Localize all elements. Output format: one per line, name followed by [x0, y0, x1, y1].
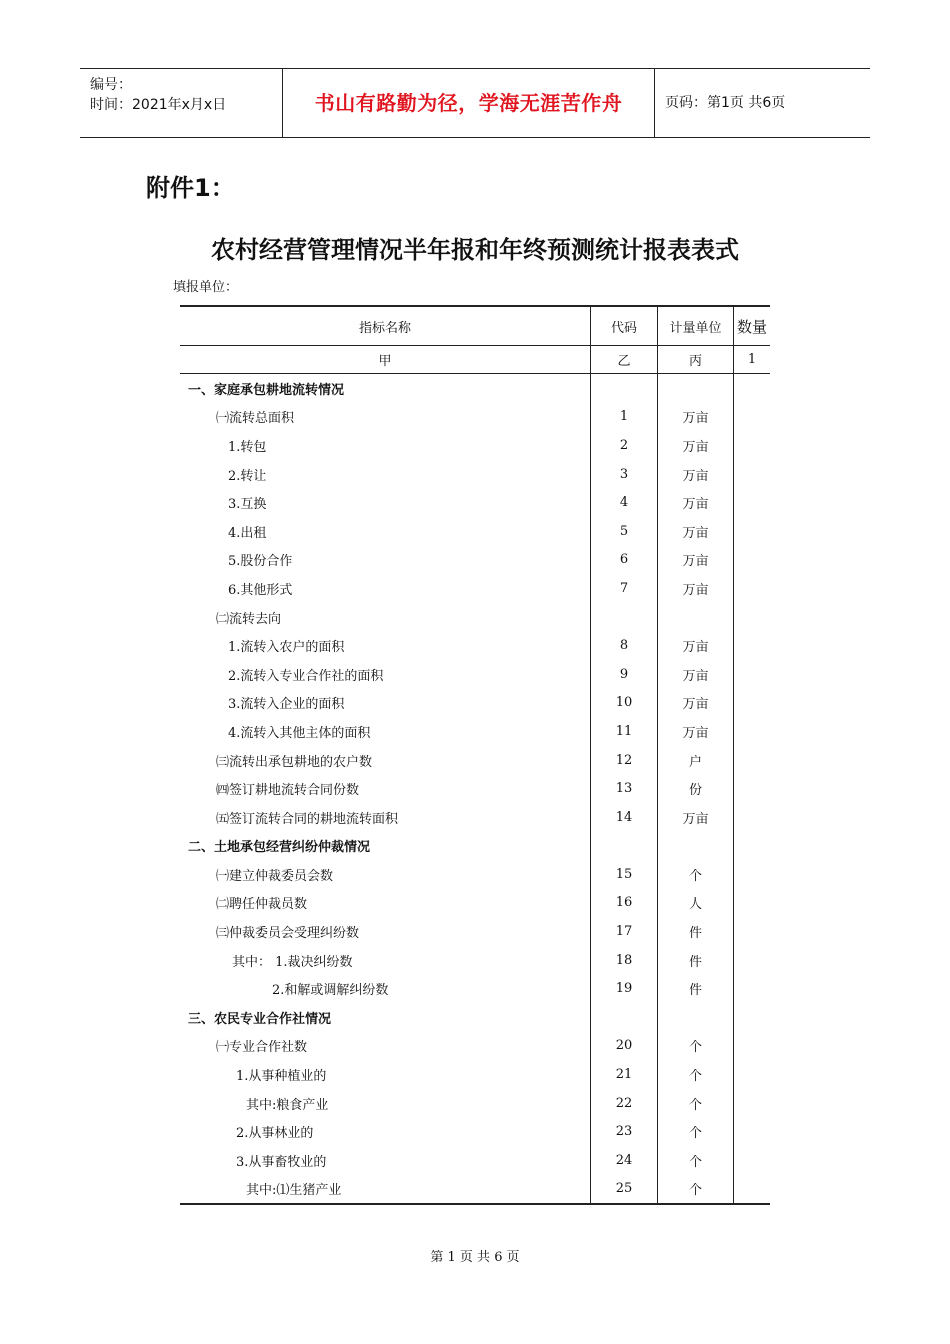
indicator-unit: 个: [658, 1060, 734, 1089]
quantity-cell[interactable]: [734, 517, 771, 546]
indicator-name: ㈡流转去向: [216, 611, 282, 627]
table-row: [180, 460, 770, 489]
indicator-unit: 万亩: [658, 689, 734, 718]
quantity-cell[interactable]: [734, 803, 771, 832]
table-subheader-row: [180, 346, 770, 374]
indicator-name: 三、农民专业合作社情况: [188, 1011, 332, 1027]
indicator-unit: [658, 832, 734, 861]
time-label: 时间：2021年x月x日: [90, 97, 227, 113]
table-row: [180, 517, 770, 546]
indicator-name: 4.出租: [228, 525, 267, 541]
table-body: [180, 374, 770, 1205]
subheader-unit: 丙: [658, 346, 734, 374]
indicator-code: 16: [591, 889, 658, 918]
quantity-cell[interactable]: [734, 917, 771, 946]
table-row: [180, 574, 770, 603]
table-row: [180, 889, 770, 918]
quantity-cell[interactable]: [734, 546, 771, 575]
indicator-unit: [658, 374, 734, 403]
quantity-cell[interactable]: [734, 774, 771, 803]
indicator-unit: 个: [658, 860, 734, 889]
indicator-code: 14: [591, 803, 658, 832]
table-row: [180, 974, 770, 1003]
indicator-code: 15: [591, 860, 658, 889]
quantity-cell[interactable]: [734, 974, 771, 1003]
table-row: [180, 917, 770, 946]
col-header-unit: 计量单位: [658, 306, 734, 346]
indicator-name: 其中： 1.裁决纠纷数: [232, 954, 353, 970]
table-row: [180, 832, 770, 861]
quantity-cell[interactable]: [734, 1146, 771, 1175]
indicator-name: 1.转包: [228, 439, 267, 455]
indicator-code: 18: [591, 946, 658, 975]
indicator-unit: [658, 1003, 734, 1032]
subheader-quantity: 1: [734, 346, 771, 374]
indicator-unit: 个: [658, 1032, 734, 1061]
quantity-cell[interactable]: [734, 860, 771, 889]
indicator-name: 一、家庭承包耕地流转情况: [188, 382, 345, 398]
quantity-cell[interactable]: [734, 1117, 771, 1146]
indicator-name: ㈠建立仲裁委员会数: [216, 868, 334, 884]
col-header-code: 代码: [591, 306, 658, 346]
table-row: [180, 1146, 770, 1175]
indicator-name: ㈣签订耕地流转合同份数: [216, 783, 360, 799]
indicator-unit: 万亩: [658, 517, 734, 546]
indicator-code: 13: [591, 774, 658, 803]
indicator-unit: [658, 603, 734, 632]
quantity-cell[interactable]: [734, 746, 771, 775]
quantity-cell[interactable]: [734, 631, 771, 660]
indicator-code: 5: [591, 517, 658, 546]
indicator-unit: 个: [658, 1175, 734, 1205]
table-row: [180, 717, 770, 746]
indicator-name: ㈠流转总面积: [216, 411, 295, 427]
table-row: [180, 946, 770, 975]
table-row: [180, 774, 770, 803]
indicator-code: 25: [591, 1175, 658, 1205]
table-row: [180, 1032, 770, 1061]
indicator-code: 9: [591, 660, 658, 689]
indicator-name: ㈤签订流转合同的耕地流转面积: [216, 811, 399, 827]
col-header-name: 指标名称: [180, 306, 591, 346]
indicator-unit: 件: [658, 917, 734, 946]
indicator-unit: 万亩: [658, 803, 734, 832]
table-row: [180, 689, 770, 718]
statistics-table: [180, 305, 770, 1205]
fill-unit-label: 填报单位：: [173, 280, 239, 295]
table-row: [180, 860, 770, 889]
subheader-code: 乙: [591, 346, 658, 374]
quantity-cell[interactable]: [734, 1060, 771, 1089]
indicator-name: 2.转让: [228, 468, 267, 484]
annex-label: 附件1：: [146, 174, 235, 202]
quantity-cell[interactable]: [734, 832, 771, 861]
table-row: [180, 660, 770, 689]
table-header-row: [180, 306, 770, 346]
indicator-code: 17: [591, 917, 658, 946]
indicator-name: 3.流转入企业的面积: [228, 697, 345, 713]
col-header-quantity: 数量: [734, 306, 771, 346]
indicator-unit: 万亩: [658, 660, 734, 689]
table-row: [180, 403, 770, 432]
indicator-code: 2: [591, 431, 658, 460]
indicator-name: 其中:⑴生猪产业: [180, 1175, 591, 1205]
indicator-unit: 万亩: [658, 488, 734, 517]
indicator-code: [591, 374, 658, 403]
indicator-name: ㈡聘任仲裁员数: [216, 897, 308, 913]
indicator-name: 5.股份合作: [228, 554, 293, 570]
quantity-cell[interactable]: [734, 403, 771, 432]
table-row: [180, 631, 770, 660]
quantity-cell[interactable]: [734, 1089, 771, 1118]
indicator-unit: 个: [658, 1146, 734, 1175]
indicator-unit: 件: [658, 946, 734, 975]
indicator-unit: 万亩: [658, 460, 734, 489]
indicator-code: [591, 1003, 658, 1032]
quantity-cell[interactable]: [734, 1032, 771, 1061]
indicator-name: 4.流转入其他主体的面积: [228, 725, 371, 741]
quantity-cell[interactable]: [734, 574, 771, 603]
indicator-unit: 人: [658, 889, 734, 918]
quantity-cell[interactable]: [734, 717, 771, 746]
table-row: [180, 1175, 770, 1205]
header-page-info: 页码：第1页 共6页: [665, 95, 786, 111]
indicator-name: 6.其他形式: [228, 582, 293, 598]
indicator-code: 24: [591, 1146, 658, 1175]
indicator-name: ㈢仲裁委员会受理纠纷数: [216, 926, 360, 942]
indicator-unit: 户: [658, 746, 734, 775]
quantity-cell[interactable]: [734, 660, 771, 689]
indicator-code: 3: [591, 460, 658, 489]
indicator-unit: 万亩: [658, 403, 734, 432]
indicator-name: 二、土地承包经营纠纷仲裁情况: [188, 840, 371, 856]
table-row: [180, 1117, 770, 1146]
quantity-cell[interactable]: [734, 1003, 771, 1032]
indicator-unit: 万亩: [658, 431, 734, 460]
quantity-cell[interactable]: [734, 460, 771, 489]
table-row: [180, 803, 770, 832]
indicator-name: ㈠专业合作社数: [216, 1040, 308, 1056]
indicator-unit: 个: [658, 1089, 734, 1118]
indicator-code: 20: [591, 1032, 658, 1061]
indicator-unit: 个: [658, 1117, 734, 1146]
indicator-name: 1.流转入农户的面积: [228, 640, 345, 656]
page-footer: 第 1 页 共 6 页: [430, 1250, 520, 1265]
indicator-code: 12: [591, 746, 658, 775]
document-title: 农村经营管理情况半年报和年终预测统计报表表式: [211, 236, 739, 264]
indicator-name: 3.从事畜牧业的: [236, 1154, 327, 1170]
indicator-unit: 万亩: [658, 717, 734, 746]
table-row: [180, 746, 770, 775]
indicator-code: 7: [591, 574, 658, 603]
indicator-code: 19: [591, 974, 658, 1003]
indicator-name: 其中:粮食产业: [246, 1097, 329, 1113]
indicator-code: 22: [591, 1089, 658, 1118]
header-meta: [90, 75, 226, 115]
indicator-name: 3.互换: [228, 497, 267, 513]
quantity-cell[interactable]: [734, 689, 771, 718]
indicator-code: 1: [591, 403, 658, 432]
table-row: [180, 431, 770, 460]
indicator-unit: 万亩: [658, 574, 734, 603]
indicator-code: [591, 603, 658, 632]
quantity-cell[interactable]: [734, 946, 771, 975]
table-row: [180, 374, 770, 403]
indicator-code: 4: [591, 488, 658, 517]
indicator-code: 10: [591, 689, 658, 718]
indicator-name: 2.流转入专业合作社的面积: [228, 668, 384, 684]
table-row: [180, 488, 770, 517]
indicator-code: 11: [591, 717, 658, 746]
table-row: [180, 1060, 770, 1089]
quantity-cell[interactable]: [734, 431, 771, 460]
indicator-unit: 万亩: [658, 546, 734, 575]
table-row: [180, 1003, 770, 1032]
header-motto: 书山有路勤为径，学海无涯苦作舟: [314, 91, 623, 115]
table-row: [180, 603, 770, 632]
quantity-cell[interactable]: [734, 889, 771, 918]
indicator-name: ㈢流转出承包耕地的农户数: [216, 754, 373, 770]
indicator-name: 2.从事林业的: [236, 1126, 314, 1142]
indicator-code: 21: [591, 1060, 658, 1089]
indicator-code: 6: [591, 546, 658, 575]
table-row: [180, 1089, 770, 1118]
indicator-code: 23: [591, 1117, 658, 1146]
indicator-code: [591, 832, 658, 861]
header-divider: [654, 69, 655, 137]
quantity-cell[interactable]: [734, 603, 771, 632]
quantity-cell[interactable]: [734, 1175, 771, 1205]
number-label: 编号：: [90, 77, 132, 93]
subheader-name: 甲: [180, 346, 591, 374]
indicator-code: 8: [591, 631, 658, 660]
quantity-cell[interactable]: [734, 488, 771, 517]
table-row: [180, 546, 770, 575]
page-header: [80, 68, 870, 138]
indicator-name: 2.和解或调解纠纷数: [272, 983, 389, 999]
quantity-cell[interactable]: [734, 374, 771, 403]
indicator-unit: 万亩: [658, 631, 734, 660]
indicator-name: 1.从事种植业的: [236, 1069, 327, 1085]
indicator-unit: 份: [658, 774, 734, 803]
indicator-unit: 件: [658, 974, 734, 1003]
